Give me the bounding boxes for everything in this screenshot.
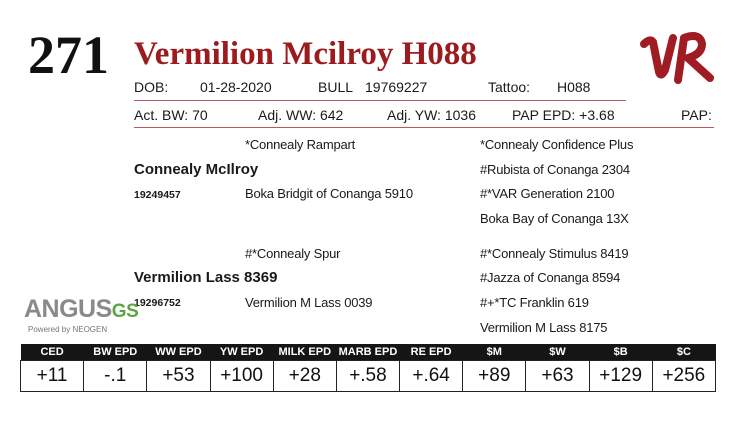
sire-name: Connealy McIlroy <box>134 161 259 178</box>
angus-gs-tagline: Powered by NEOGEN <box>28 325 108 334</box>
dob-label: DOB: <box>134 79 169 95</box>
epd-header-b: $B <box>589 344 652 361</box>
sex-value: BULL <box>318 79 354 95</box>
sire-dam-sire: #*VAR Generation 2100 <box>480 186 615 201</box>
epd-value-milk: +28 <box>273 361 336 392</box>
epd-value-yw: +100 <box>210 361 273 392</box>
dam-dam-dam: Vermilion M Lass 8175 <box>480 320 608 335</box>
epd-value-re: +.64 <box>400 361 463 392</box>
dam-name: Vermilion Lass 8369 <box>134 269 278 286</box>
angus-gs-wordmark: ANGUS <box>24 295 112 323</box>
vr-brand-logo <box>640 28 718 84</box>
sire-registration: 19249457 <box>134 189 181 201</box>
epd-header-ww: WW EPD <box>147 344 210 361</box>
epd-value-c: +256 <box>652 361 715 392</box>
registration-number: 19769227 <box>365 79 428 95</box>
dob-value: 01-28-2020 <box>200 79 272 95</box>
pap-epd: PAP EPD: +3.68 <box>512 107 615 123</box>
dam-sire-sire: #*Connealy Stimulus 8419 <box>480 246 629 261</box>
epd-header-yw: YW EPD <box>210 344 273 361</box>
epd-value-row <box>21 361 716 392</box>
epd-value-b: +129 <box>589 361 652 392</box>
epd-header-ced: CED <box>21 344 84 361</box>
epd-header-c: $C <box>652 344 715 361</box>
dam-registration: 19296752 <box>134 297 181 309</box>
sire-dam-dam: Boka Bay of Conanga 13X <box>480 211 629 226</box>
epd-header-marb: MARB EPD <box>336 344 399 361</box>
epd-header-row <box>21 344 716 361</box>
dam-dam: Vermilion M Lass 0039 <box>245 295 373 310</box>
epd-value-m: +89 <box>463 361 526 392</box>
sire-sire-dam: #Rubista of Conanga 2304 <box>480 162 630 177</box>
divider-line <box>134 100 626 101</box>
animal-name: Vermilion Mcilroy H088 <box>134 36 477 72</box>
epd-value-w: +63 <box>526 361 589 392</box>
epd-table <box>20 344 716 392</box>
tattoo-label: Tattoo: <box>488 79 531 95</box>
dam-dam-sire: #+*TC Franklin 619 <box>480 295 589 310</box>
angus-gs-logo <box>24 296 138 335</box>
epd-header-bw: BW EPD <box>84 344 147 361</box>
epd-header-m: $M <box>463 344 526 361</box>
epd-header-w: $W <box>526 344 589 361</box>
tattoo-value: H088 <box>557 79 591 95</box>
adjusted-weaning-weight: Adj. WW: 642 <box>258 107 344 123</box>
lot-number: 271 <box>28 25 109 85</box>
epd-header-milk: MILK EPD <box>273 344 336 361</box>
actual-birth-weight: Act. BW: 70 <box>134 107 208 123</box>
sire-sire-sire: *Connealy Confidence Plus <box>480 137 634 152</box>
epd-value-marb: +.58 <box>336 361 399 392</box>
pap-label: PAP: <box>681 107 712 123</box>
epd-value-ww: +53 <box>147 361 210 392</box>
sire-sire: *Connealy Rampart <box>245 137 356 152</box>
adjusted-yearling-weight: Adj. YW: 1036 <box>387 107 476 123</box>
epd-header-re: RE EPD <box>400 344 463 361</box>
epd-value-bw: -.1 <box>84 361 147 392</box>
angus-gs-suffix: GS <box>111 301 139 322</box>
dam-sire-dam: #Jazza of Conanga 8594 <box>480 270 621 285</box>
dam-sire: #*Connealy Spur <box>245 246 341 261</box>
epd-value-ced: +11 <box>21 361 84 392</box>
divider-line <box>134 127 714 128</box>
sire-dam: Boka Bridgit of Conanga 5910 <box>245 186 413 201</box>
